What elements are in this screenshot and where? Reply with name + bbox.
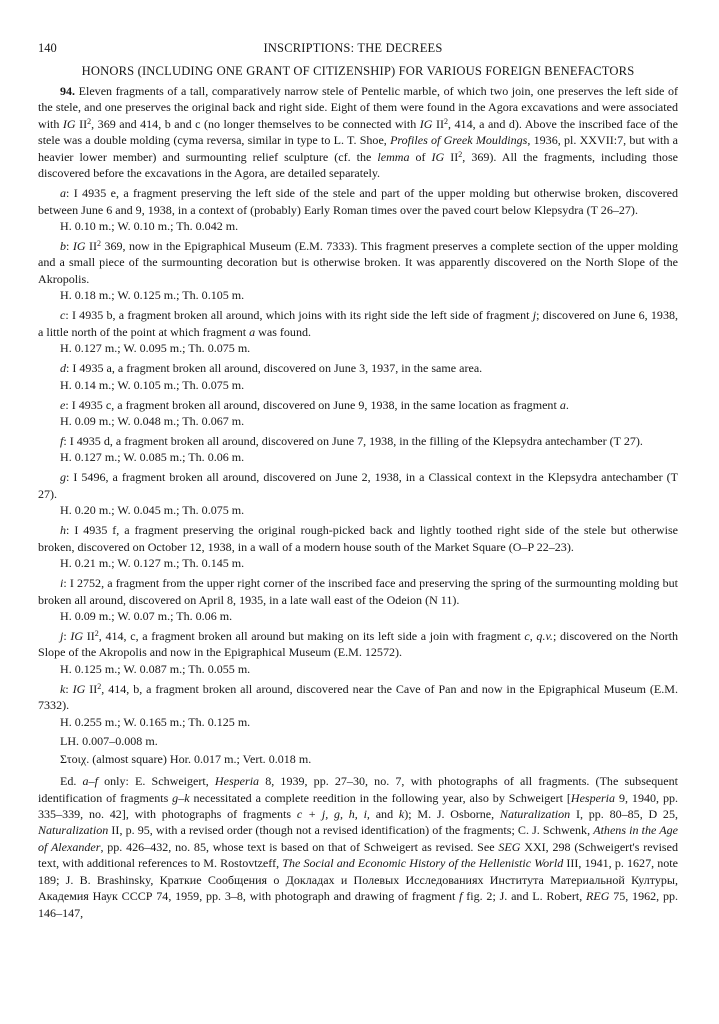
bibliography: Ed. a–f only: E. Schweigert, Hesperia 8, 1939, pp. 27–30, no. 7, with photographs of all fragments. (The subsequent identification of fragments g–k necessitated a complete reedition in the following year, also by Schweigert [Hesperia 9, 1940, pp. 335–339, no. 42], with photographs of fragments c + j, g, h, i, and k); M. J. Osborne, Naturalization I, pp. 80–85, D 25, Naturalization II, p. 95, with a revised order (though not a revised identification) of the fragments; C. J. Schwenk, Athens in the Age of Alexander, pp. 426–432, no. 85, whose text is based on that of Schweigert as revised. See SEG XXI, 298 (Schweigert's revised text, with additional references to M. Rostovtzeff, The Social and Economic History of the Hellenistic World III, 1941, p. 1627, note 189; J. B. Brashinsky, Краткие Сообщения о Докладах и Полевых Исследованиях Института Материальной Културы, Академия Наук СССР 74, 1959, pp. 3–8, with photograph and drawing of fragment f fig. 2; J. and L. Robert, REG 75, 1962, pp. 146–147,	[38, 774, 678, 920]
fragment-e-dimensions: H. 0.09 m.; W. 0.048 m.; Th. 0.067 m.	[60, 414, 245, 429]
fragment-i-dimensions: H. 0.09 m.; W. 0.07 m.; Th. 0.06 m.	[60, 609, 233, 624]
fragment-b-entry: b: IG $II^2$ 369, now in the Epigraphical Museum (E.M. 7333). This fragment preserves a complete section of the upper molding and a small piece of the surmounting decoration but is otherwise broken. It was apparently discovered on the North Slope of the Akropolis.	[38, 239, 678, 286]
fragment-g-dimensions: H. 0.20 m.; W. 0.045 m.; Th. 0.075 m.	[60, 503, 245, 518]
fragment-h-dimensions: H. 0.21 m.; W. 0.127 m.; Th. 0.145 m.	[60, 556, 245, 571]
fragment-d-dimensions: H. 0.14 m.; W. 0.105 m.; Th. 0.075 m.	[60, 377, 245, 392]
fragment-label: g	[60, 470, 67, 485]
fragment-label: a	[60, 186, 67, 201]
fragment-label: f	[60, 434, 64, 449]
fragment-j-dimensions: H. 0.125 m.; W. 0.087 m.; Th. 0.055 m.	[60, 661, 251, 676]
letter-height: LH. 0.007–0.008 m.	[60, 734, 158, 749]
page-number: 140	[38, 41, 57, 55]
fragment-a-dimensions: H. 0.10 m.; W. 0.10 m.; Th. 0.042 m.	[60, 219, 239, 234]
inscription-description: 94. Eleven fragments of a tall, comparatively narrow stele of Pentelic marble, of which two join, one preserves the left side of the stele, and one preserves the original back and right side. Eight of them were found in the Agora excavations and were associated with IG $II^2$, 369 and 414, b and c (no longer themselves to be connected with IG $II^2$, 414, a and d). Above the inscribed face of the stele was a double molding (cyma reversa, similar in type to L. T. Shoe, Profiles of Greek Mouldings, 1936, pl. XXVII:7, but with a heavier lower member) and surmounting relief sculpture (cf. the lemma of IG $II^2$, 369). All the fragments, including those discovered before the excavations in the Agora, are detailed separately.	[38, 83, 678, 181]
fragment-f-entry: f: I 4935 d, a fragment broken all around, discovered on June 7, 1938, in the filling of the Klepsydra antechamber (T 27).	[60, 434, 643, 449]
fragment-j-entry: j: IG $II^2$, 414, c, a fragment broken all around but making on its left side a join with fragment c, q.v.; discovered on the North Slope of the Akropolis and now in the Epigraphical Museum (E.M. 12572).	[38, 629, 678, 660]
fragment-label: h	[60, 523, 67, 538]
fragment-c-entry: c: I 4935 b, a fragment broken all around, which joins with its right side the left side of fragment j; discovered on June 6, 1938, a little north of the point at which fragment a was found.	[38, 308, 679, 339]
fragment-b-dimensions: H. 0.18 m.; W. 0.125 m.; Th. 0.105 m.	[60, 288, 245, 303]
stoichedon-spacing: Στοιχ. (almost square) Hor. 0.017 m.; Vert. 0.018 m.	[60, 751, 312, 766]
fragment-h-entry: h: I 4935 f, a fragment preserving the original rough-picked back and lightly toothed right side of the stele but otherwise broken, discovered on October 12, 1938, in a wall of a modern house south of the Market Square (O–P 22–23).	[38, 523, 679, 554]
fragment-f-dimensions: H. 0.127 m.; W. 0.085 m.; Th. 0.06 m.	[60, 450, 245, 465]
fragment-e-entry: e: I 4935 c, a fragment broken all around, discovered on June 9, 1938, in the same location as fragment a.	[60, 397, 569, 412]
fragment-k-dimensions: H. 0.255 m.; W. 0.165 m.; Th. 0.125 m.	[60, 714, 251, 729]
inscription-number: 94.	[60, 83, 76, 98]
fragment-c-dimensions: H. 0.127 m.; W. 0.095 m.; Th. 0.075 m.	[60, 341, 251, 356]
fragment-d-entry: d: I 4935 a, a fragment broken all around, discovered on June 3, 1937, in the same area.	[60, 361, 483, 376]
section-title: HONORS (INCLUDING ONE GRANT OF CITIZENSHIP) FOR VARIOUS FOREIGN BENEFACTORS	[81, 64, 635, 78]
running-header	[38, 40, 678, 62]
fragment-label: d	[60, 361, 67, 376]
fragment-label: k	[60, 681, 66, 696]
fragment-label: c	[60, 308, 66, 323]
document-page	[38, 40, 678, 921]
fragment-label: j	[60, 629, 64, 643]
fragment-label: b	[60, 239, 67, 254]
fragment-i-entry: i: I 2752, a fragment from the upper right corner of the inscribed face and preserving the spring of the surmounting molding but broken all around, discovered on April 8, 1935, in a late wall east of the Odeion (N 11).	[38, 576, 678, 607]
fragment-g-entry: g: I 5496, a fragment broken all around, discovered on June 2, 1938, in a Classical context in the Klepsydra antechamber (T 27).	[38, 470, 679, 501]
fragment-label: i	[60, 576, 64, 591]
fragment-k-entry: k: IG $II^2$, 414, b, a fragment broken all around, discovered near the Cave of Pan and now in the Epigraphical Museum (E.M. 7332).	[38, 681, 678, 713]
running-title: INSCRIPTIONS: THE DECREES	[263, 41, 443, 55]
fragment-a-entry: a: I 4935 e, a fragment preserving the left side of the stele and part of the upper molding but otherwise broken, discovered between June 6 and 9, 1938, in a context of (probably) Early Roman times over the paved court below Klepsydra (T 26–27).	[38, 186, 678, 217]
fragment-label: e	[60, 397, 66, 412]
